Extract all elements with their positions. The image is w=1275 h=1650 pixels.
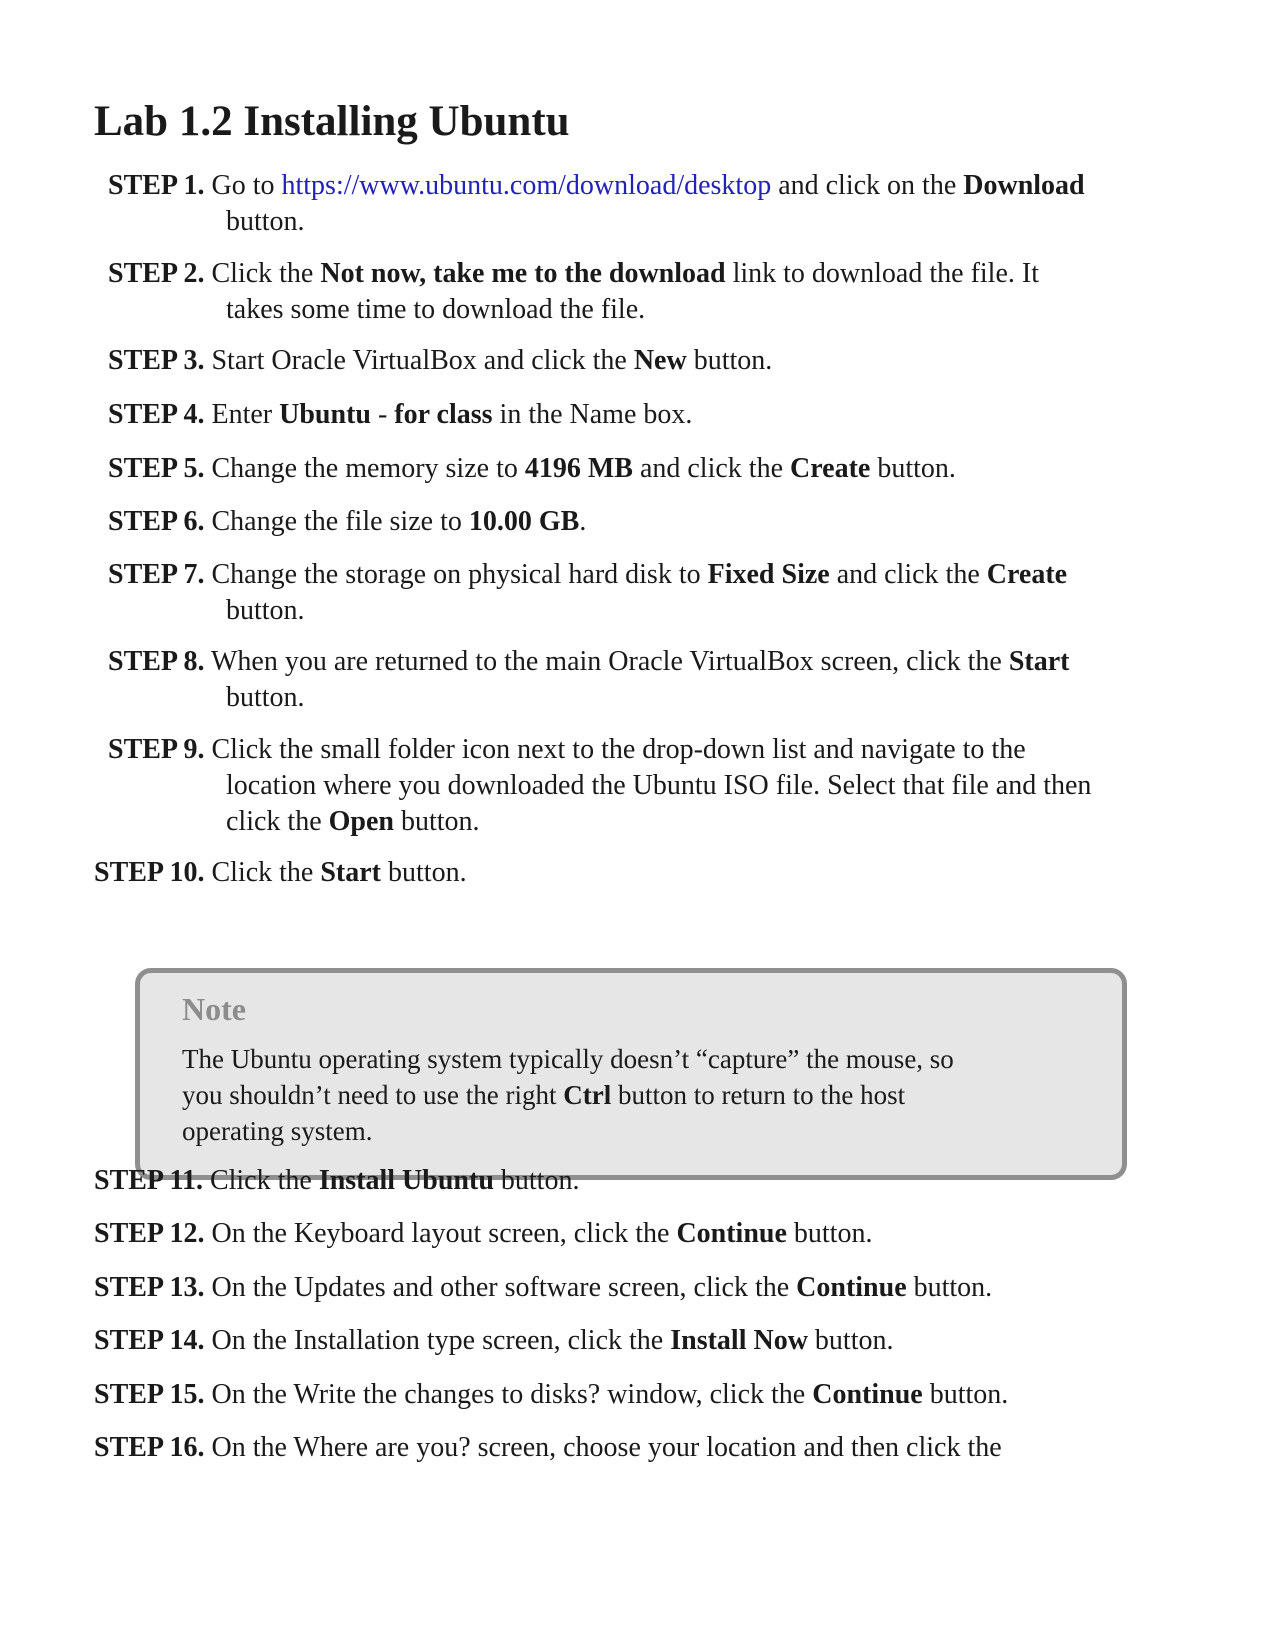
step-text: and click the [632,453,791,484]
step-bold-text: 4196 MB [524,453,633,484]
step-text: Click the [209,1165,319,1196]
step-label: STEP 8. [108,646,205,677]
step-text: . [579,506,587,537]
note-body [182,1041,1062,1149]
step-label: STEP 2. [108,258,205,289]
step-text: and click on the [771,170,964,201]
step-text: Change the file size to [211,506,469,537]
step-1 [108,168,1218,240]
step-8 [108,644,1218,716]
step-5 [108,451,1218,487]
step-bold-text: Continue [796,1272,907,1303]
step-text: button. [226,682,305,713]
step-bold-text: Open [328,806,394,837]
step-bold-text: Fixed Size [707,559,830,590]
step-text: When you are returned to the main Oracle VirtualBox screen, click the [210,646,1009,677]
step-label: STEP 1. [108,170,205,201]
note-text: operating system. [182,1116,373,1146]
step-text: On the Updates and other software screen, click the [211,1272,797,1303]
step-bold-text: Continue [676,1218,787,1249]
step-2 [108,256,1218,328]
step-label: STEP 15. [94,1379,205,1410]
step-bold-text: Create [986,559,1068,590]
step-text: button. [493,1165,580,1196]
step-text: On the Write the changes to disks? window, click the [211,1379,813,1410]
step-10 [94,855,1218,891]
step-bold-text: Install Now [670,1325,808,1356]
step-text: Go to [211,170,282,201]
note-text: you shouldn’t need to use the right [182,1080,564,1110]
step-bold-text: Create [790,453,871,484]
note-bold-text: Ctrl [563,1080,612,1110]
ubuntu-download-link[interactable]: https://www.ubuntu.com/download/desktop [281,170,772,201]
step-text: On the Installation type screen, click the [211,1325,671,1356]
step-11 [94,1163,1218,1199]
step-text: button. [906,1272,993,1303]
step-3 [108,343,1218,379]
step-bold-text: New [633,345,687,376]
step-bold-text: for class [394,399,493,430]
step-label: STEP 16. [94,1432,205,1463]
step-text: button. [686,345,773,376]
step-text: - [370,399,395,430]
step-label: STEP 12. [94,1218,205,1249]
note-text: button to return to the host [611,1080,906,1110]
step-bold-text: Install Ubuntu [318,1165,494,1196]
step-text: On the Where are you? screen, choose your location and then click the [211,1432,1002,1463]
step-line [108,804,1218,840]
step-text: in the Name box. [492,399,693,430]
step-label: STEP 7. [108,559,205,590]
step-text: button. [226,595,305,626]
step-6 [108,504,1218,540]
step-text: On the Keyboard layout screen, click the [211,1218,677,1249]
step-text: and click the [829,559,987,590]
step-7 [108,557,1218,629]
step-label: STEP 6. [108,506,205,537]
note-title: Note [182,991,246,1027]
note-text: The Ubuntu operating system typically doesn’t “capture” the mouse, so [182,1044,954,1074]
step-text: Click the [211,857,321,888]
step-text: Click the small folder icon next to the drop-down list and navigate to the [211,734,1026,765]
step-12 [94,1216,1218,1252]
step-text: button. [393,806,480,837]
step-14 [94,1323,1218,1359]
step-label: STEP 5. [108,453,205,484]
step-label: STEP 3. [108,345,205,376]
step-text: button. [786,1218,873,1249]
step-label: STEP 10. [94,857,205,888]
step-label: STEP 13. [94,1272,205,1303]
step-9 [108,732,1218,840]
step-text: button. [922,1379,1009,1410]
step-text: takes some time to download the file. [226,294,646,325]
step-bold-text: Continue [812,1379,923,1410]
step-label: STEP 14. [94,1325,205,1356]
step-bold-text: Download [963,170,1085,201]
step-text: Change the storage on physical hard disk to [211,559,708,590]
page-title: Lab 1.2 Installing Ubuntu [94,98,570,145]
step-13 [94,1270,1218,1306]
step-bold-text: Not now, take me to the download [320,258,726,289]
step-label: STEP 4. [108,399,205,430]
step-text: Click the [211,258,321,289]
step-text: button. [870,453,956,484]
step-label: STEP 9. [108,734,205,765]
step-4 [108,397,1218,433]
step-bold-text: Start [1008,646,1070,677]
step-bold-text: Start [320,857,382,888]
step-bold-text: Ubuntu [279,399,371,430]
step-16 [94,1430,1218,1466]
step-text: Start Oracle VirtualBox and click the [211,345,634,376]
step-bold-text: 10.00 GB [468,506,580,537]
step-text: link to download the file. It [725,258,1039,289]
note-box [135,968,1127,1180]
step-text: button. [381,857,467,888]
step-text: Change the memory size to [211,453,525,484]
step-label: STEP 11. [94,1165,203,1196]
step-text: click the [226,806,329,837]
step-15 [94,1377,1218,1413]
step-text: location where you downloaded the Ubuntu ISO file. Select that file and then [226,770,1092,801]
step-text: Enter [211,399,280,430]
step-text: button. [226,206,305,237]
step-text: button. [807,1325,894,1356]
